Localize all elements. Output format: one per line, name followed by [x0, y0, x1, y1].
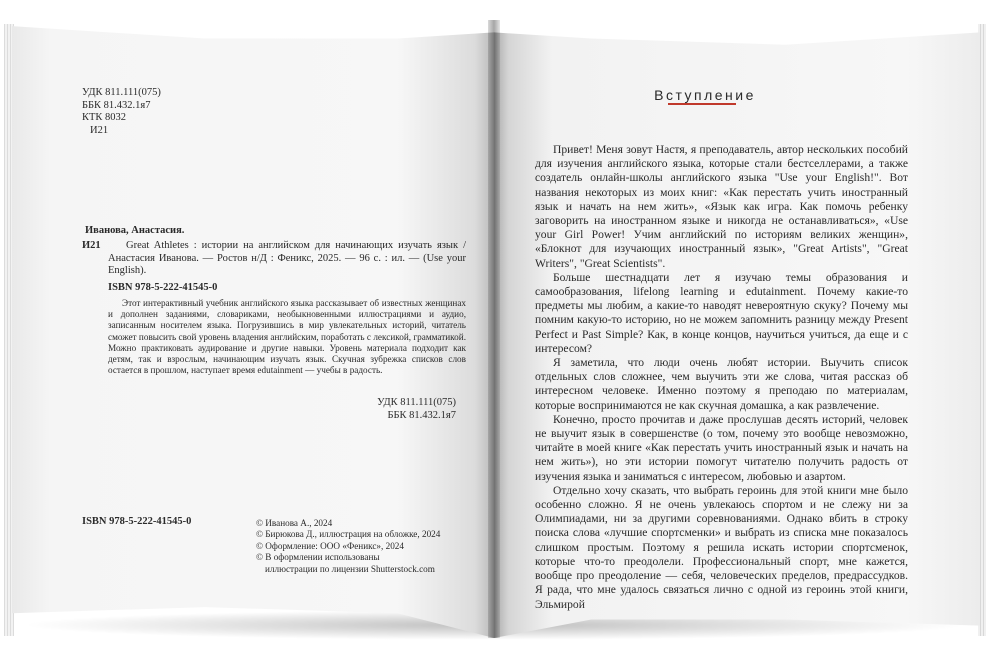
paragraph: Я заметила, что люди очень любят истории. Выучить список отдельных слов сложнее, чем выучить эти же слова, читая рассказ об интересном человеке. Именно поэтому я преподаю по материалам, которые воспринимаются не как скучная домашка, а как развлечение. — [535, 356, 908, 412]
copyright-block — [256, 518, 440, 575]
isbn-bottom: ISBN 978-5-222-41545-0 — [82, 516, 192, 527]
author-code: И21 — [82, 240, 101, 251]
chapter-heading: Вступление — [654, 87, 756, 103]
paragraph: Отдельно хочу сказать, что выбрать героинь для этой книги мне было особенно сложно. Я не очень увлекаюсь спортом и не слежу ни за Олимпиадами, ни за другими соревнованиями. Однако вбить в строку поиска слова «лучшие спортсменки» и выбрать из списка мне показалось слишком простым. Поэтому я решила искать истории спортсменок, которые что-то преодолели. Профессиональный спорт, мне кажется, вообще про преодоление — себя, человеческих пределов, предрассудков. Я рада, что мне удалось связаться лично с одной из героинь этой книги, Эльмирой — [535, 483, 908, 611]
udc-bottom-block — [376, 397, 456, 422]
book-annotation: Этот интерактивный учебник английского языка рассказывает об известных женщинах и дополнен заданиями, словариками, необыкновенными иллюстрациями и аудио, записанным носителем языка. Погрузившись в мир увлекательных историй, читатель сможет повысить свой уровень владения английским, поработать с лексикой, грамматикой. Можно практиковать аудирование и другие навыки. Уровень материала подходит как детям, так и взрослым, начинающим изучать язык. Скучная зубрежка списков слов остается в прошлом, наступает время edutainment — учебы в радость. — [108, 298, 466, 376]
ktk-line: КТК 8032 — [82, 112, 127, 124]
author-mark-line: И21 — [90, 124, 109, 136]
paragraph: Конечно, просто прочитав и даже прослушав десять историй, человек не выучит язык в совершенстве (о том, почему это вообще невозможно, читайте в моей книге «Как перестать учить иностранный язык и начать на нем жить»), но эти истории помогут читателю получить радость от изучения языка и заниматься с интересом, любовью и азартом. — [535, 412, 908, 483]
copyright-line: © Бирюкова Д., иллюстрация на обложке, 2024 — [256, 529, 441, 540]
bbk-bottom-line: ББК 81.432.1я7 — [387, 409, 456, 421]
author-name: Иванова, Анастасия. — [85, 225, 185, 236]
paragraph: Привет! Меня зовут Настя, я преподаватель, автор нескольких пособий для изучения английского языка, которые стали бестселлерами, а также создатель онлайн-школы английского языка "Use your English!". Вот названия некоторых из моих книг: «Как перестать учить иностранный язык и начать на нем жить», «Язык как игра. Как помочь ребенку заговорить на иностранном языке и никогда не останавливаться», «Use your Girl Power! Учим английский по историям великих женщин», «Блокнот для изучающих иностранный язык», "Great Artists", "Great Writers", "Great Scientists". — [535, 143, 908, 270]
copyright-line: © Оформление: ООО «Феникс», 2024 — [256, 540, 404, 551]
isbn-top: ISBN 978-5-222-41545-0 — [108, 282, 218, 293]
udc-classification-block — [82, 87, 161, 137]
introduction-body — [535, 143, 908, 612]
bibliographic-description: Great Athletes : истории на английском для начинающих изучать язык / Анастасия Иванова. — Ростов н/Д : Феникс, 2025. — 96 с. : ил. — (Use your English). — [108, 240, 466, 277]
copyright-line: иллюстрации по лицензии Shutterstock.com — [265, 563, 435, 574]
book-spine — [488, 20, 500, 638]
heading-underline — [668, 103, 736, 105]
bbk-line: ББК 81.432.1я7 — [82, 99, 151, 111]
udc-line: УДК 811.111(075) — [82, 87, 161, 98]
copyright-line: © В оформлении использованы — [256, 552, 380, 563]
udc-bottom-line: УДК 811.111(075) — [377, 397, 456, 408]
copyright-line: © Иванова А., 2024 — [256, 518, 333, 528]
paragraph: Больше шестнадцати лет я изучаю темы образования и самообразования, lifelong learning и edutainment. Почему какие-то предметы мы любим, а какие-то наводят невероятную скуку? Почему мы помним какую-то историю, но не можем запомнить разницу между Present Perfect и Past Simple? Как, в конце концов, научиться учиться, да еще и с интересом? — [535, 270, 908, 355]
